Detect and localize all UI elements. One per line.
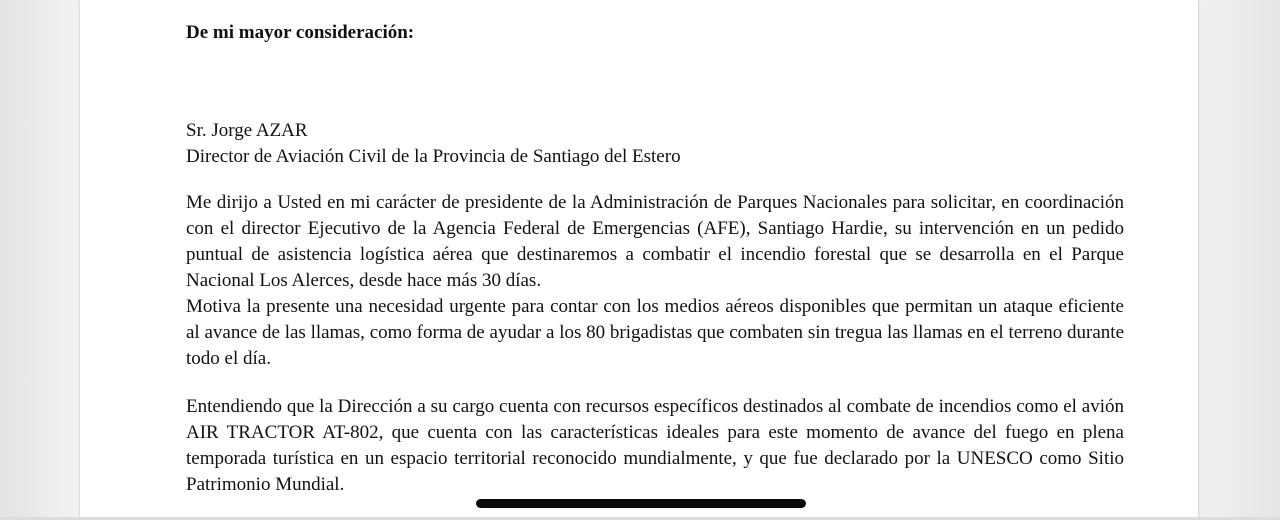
paragraph-resources: Entendiendo que la Dirección a su cargo cuenta con recursos específicos destinados al combate de incendios como el avión AIR TRACTOR AT-802, que cuenta con las características ideales para este momento de avance del fuego en plena temporada turística en un espacio territorial reconocido mundialmente, y que fue declarado por la UNESCO como Sitio Patrimonio Mundial. xyxy=(186,396,1124,495)
salutation: De mi mayor consideración: xyxy=(186,22,415,43)
home-indicator-bar[interactable] xyxy=(476,499,806,508)
viewer-background xyxy=(1198,0,1280,520)
recipient-title: Director de Aviación Civil de la Provincia de Santiago del Estero xyxy=(186,146,681,167)
recipient-block xyxy=(186,118,681,170)
recipient-name: Sr. Jorge AZAR xyxy=(186,120,308,141)
paragraph-request: Me dirijo a Usted en mi carácter de presidente de la Administración de Parques Nacionales para solicitar, en coordinación con el director Ejecutivo de la Agencia Federal de Emergencias (AFE), Santiago Hardie, su intervención en un pedido puntual de asistencia logística aérea que destinaremos a combatir el incendio forestal que se desarrolla en el Parque Nacional Los Alerces, desde hace más 30 días. xyxy=(186,192,1124,291)
document-page xyxy=(80,0,1198,520)
paragraph-motive: Motiva la presente una necesidad urgente para contar con los medios aéreos disponibles que permitan un ataque eficiente al avance de las llamas, como forma de ayudar a los 80 brigadistas que combaten sin tregua las llamas en el terreno durante todo el día. xyxy=(186,296,1124,369)
